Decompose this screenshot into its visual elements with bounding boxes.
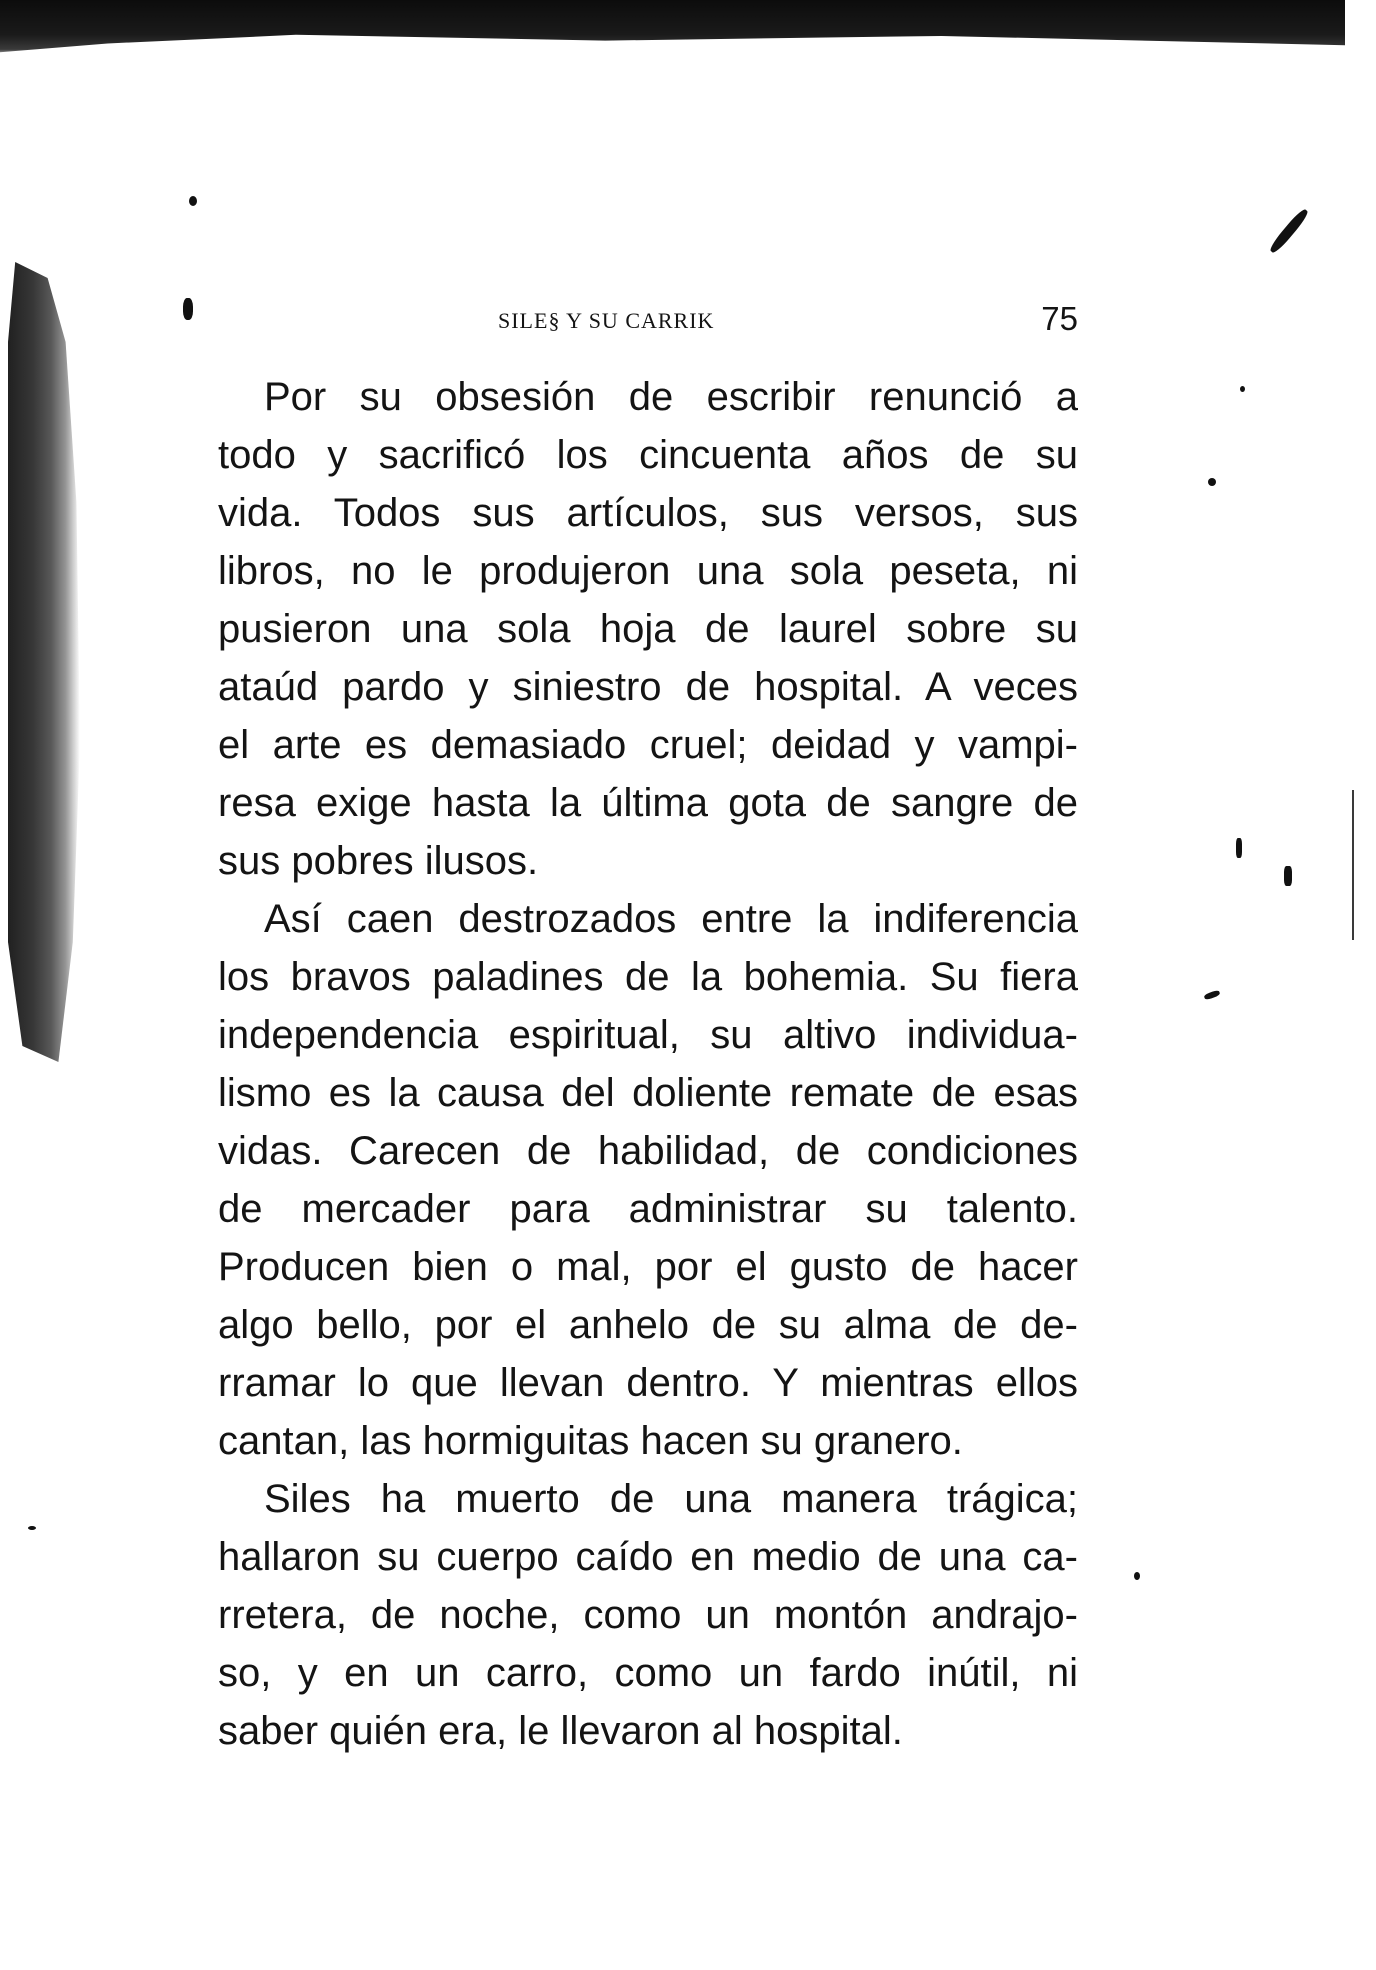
- paragraph-1: [218, 368, 1078, 890]
- text-line: los bravos paladines de la bohemia. Su fiera: [218, 955, 1078, 999]
- text-line: saber quién era, le llevaron al hospital.: [218, 1709, 903, 1753]
- text-line: libros, no le produjeron una sola peseta, ni: [218, 549, 1078, 593]
- ink-speck: [183, 298, 193, 320]
- ink-speck: [1134, 1572, 1140, 1580]
- scan-artifact-line: [1352, 790, 1354, 940]
- page-number: 75: [1041, 300, 1078, 337]
- ink-speck: [189, 196, 197, 206]
- text-line: vidas. Carecen de habilidad, de condiciones: [218, 1129, 1078, 1173]
- text-line: algo bello, por el anhelo de su alma de de-: [218, 1303, 1078, 1347]
- text-line: resa exige hasta la última gota de sangre de: [218, 781, 1078, 825]
- ink-speck: [1240, 386, 1245, 392]
- text-line: so, y en un carro, como un fardo inútil, ni: [218, 1651, 1078, 1695]
- text-line: todo y sacrificó los cincuenta años de su: [218, 433, 1078, 477]
- text-line: lismo es la causa del doliente remate de esas: [218, 1071, 1078, 1115]
- scan-edge-shadow-top: [0, 0, 1345, 58]
- text-line: independencia espiritual, su altivo individua-: [218, 1013, 1078, 1057]
- paragraph-2: [218, 890, 1078, 1470]
- text-line: vida. Todos sus artículos, sus versos, sus: [218, 491, 1078, 535]
- scan-edge-shadow-left: [8, 262, 80, 1062]
- text-line: hallaron su cuerpo caído en medio de una ca-: [218, 1535, 1078, 1579]
- text-line: rramar lo que llevan dentro. Y mientras ellos: [218, 1361, 1078, 1405]
- text-line: Producen bien o mal, por el gusto de hacer: [218, 1245, 1078, 1289]
- text-line: el arte es demasiado cruel; deidad y vampi-: [218, 723, 1078, 767]
- text-line: de mercader para administrar su talento.: [218, 1187, 1078, 1231]
- text-line: rretera, de noche, como un montón andrajo-: [218, 1593, 1078, 1637]
- ink-speck: [1236, 838, 1242, 858]
- text-line: ataúd pardo y siniestro de hospital. A veces: [218, 665, 1078, 709]
- body-text: [218, 368, 1078, 1760]
- ink-speck: [1203, 989, 1220, 1000]
- paragraph-3: [218, 1470, 1078, 1760]
- text-line: Siles ha muerto de una manera trágica;: [264, 1477, 1078, 1521]
- text-line: cantan, las hormiguitas hacen su granero.: [218, 1419, 963, 1463]
- text-line: Por su obsesión de escribir renunció a: [264, 375, 1078, 419]
- running-title: SILE§ Y SU CARRIK: [498, 308, 715, 333]
- text-line: pusieron una sola hoja de laurel sobre su: [218, 607, 1078, 651]
- ink-speck: [1284, 866, 1292, 886]
- text-line: Así caen destrozados entre la indiferencia: [264, 897, 1078, 941]
- text-line: sus pobres ilusos.: [218, 839, 539, 883]
- ink-speck: [1208, 478, 1216, 486]
- ink-speck: [1268, 207, 1310, 255]
- ink-speck: [28, 1526, 36, 1530]
- running-head: [218, 300, 1078, 340]
